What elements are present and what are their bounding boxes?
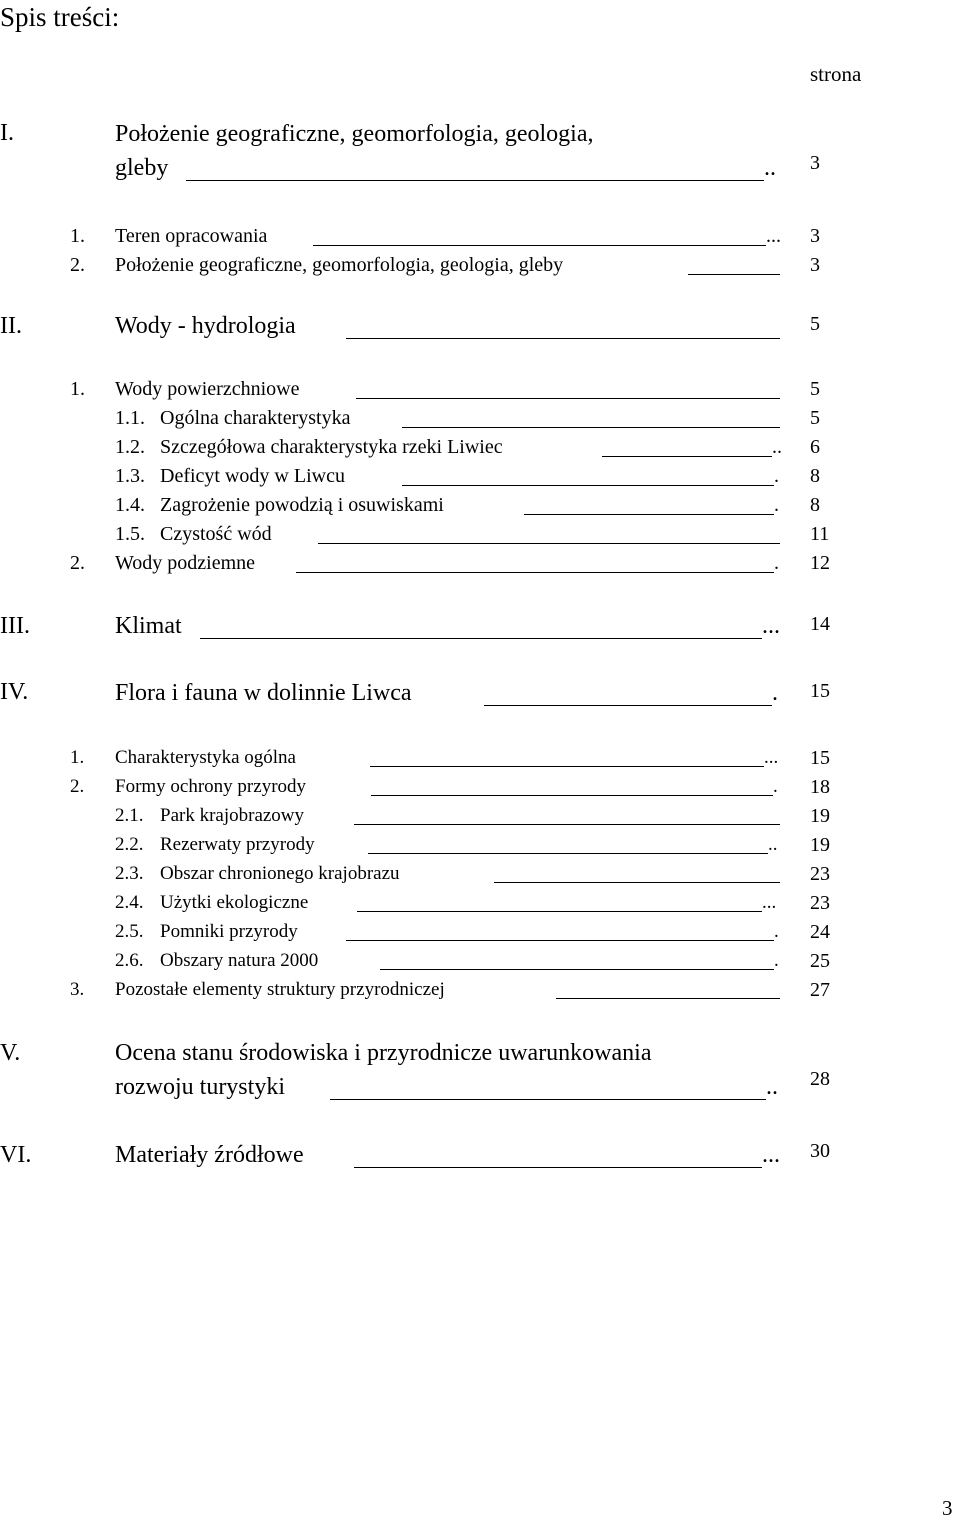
section-title[interactable]: Materiały źródłowe	[115, 1142, 304, 1168]
leader-line	[354, 824, 780, 825]
page-number: 3	[810, 254, 820, 276]
footer-page-number: 3	[942, 1496, 953, 1520]
entry-number: 1.4.	[115, 494, 145, 516]
leader-dots: .	[772, 680, 778, 706]
leader-dots: ...	[762, 1142, 780, 1168]
leader-dots: ...	[762, 892, 777, 913]
section-title-line1[interactable]: Ocena stanu środowiska i przyrodnicze uwarunkowania	[115, 1040, 652, 1066]
page-number: 23	[810, 863, 830, 885]
leader-line	[370, 766, 764, 767]
entry-title[interactable]: Zagrożenie powodzią i osuwiskami	[160, 494, 444, 516]
leader-dots: .	[774, 950, 779, 971]
section-numeral: I.	[0, 120, 14, 146]
page-number: 5	[810, 407, 820, 429]
section-numeral: VI.	[0, 1142, 32, 1168]
page-number: 19	[810, 834, 830, 856]
entry-title[interactable]: Charakterystyka ogólna	[115, 747, 296, 768]
entry-title[interactable]: Pozostałe elementy struktury przyrodniczej	[115, 979, 445, 1000]
page-number: 6	[810, 436, 820, 458]
leader-dots: ...	[764, 747, 779, 768]
entry-number: 2.	[70, 254, 85, 276]
section-title[interactable]: Klimat	[115, 613, 182, 639]
toc-heading: Spis treści:	[0, 2, 120, 32]
entry-number: 1.	[70, 747, 85, 768]
entry-number: 2.	[70, 776, 85, 797]
leader-line	[356, 398, 780, 399]
leader-dots: .	[774, 465, 779, 487]
page-number: 5	[810, 313, 820, 335]
leader-line	[371, 795, 773, 796]
entry-number: 1.1.	[115, 407, 145, 429]
entry-number: 2.2.	[115, 834, 144, 855]
page-number: 5	[810, 378, 820, 400]
leader-line	[402, 427, 780, 428]
entry-number: 3.	[70, 979, 85, 1000]
page-column-label: strona	[810, 62, 862, 86]
entry-title[interactable]: Formy ochrony przyrody	[115, 776, 307, 797]
leader-line	[368, 853, 768, 854]
section-numeral: II.	[0, 313, 22, 339]
leader-line	[556, 998, 780, 999]
section-title-line2[interactable]: gleby	[115, 155, 169, 181]
leader-dots: ..	[768, 834, 778, 855]
leader-line	[357, 911, 762, 912]
leader-dots: ..	[764, 155, 776, 181]
page-number: 18	[810, 776, 830, 798]
leader-line	[524, 514, 774, 515]
entry-number: 1.5.	[115, 523, 145, 545]
entry-number: 2.5.	[115, 921, 144, 942]
page-number: 14	[810, 613, 830, 635]
page-number: 8	[810, 494, 820, 516]
page-number: 3	[810, 225, 820, 247]
leader-dots: .	[774, 494, 779, 516]
leader-dots: ..	[772, 436, 782, 458]
page-number: 15	[810, 747, 830, 769]
leader-line	[330, 1099, 766, 1100]
page-number: 25	[810, 950, 830, 972]
section-title[interactable]: Flora i fauna w dolinnie Liwca	[115, 680, 412, 706]
leader-line	[296, 572, 774, 573]
section-numeral: III.	[0, 613, 30, 639]
leader-line	[200, 638, 762, 639]
entry-number: 2.	[70, 552, 85, 574]
entry-number: 1.2.	[115, 436, 145, 458]
entry-number: 1.	[70, 225, 85, 247]
entry-number: 2.4.	[115, 892, 144, 913]
entry-title[interactable]: Ogólna charakterystyka	[160, 407, 351, 429]
page-number: 15	[810, 680, 830, 702]
leader-line	[602, 456, 772, 457]
entry-number: 2.6.	[115, 950, 144, 971]
leader-dots: ..	[766, 1074, 778, 1100]
entry-number: 2.1.	[115, 805, 144, 826]
section-title-line1[interactable]: Położenie geograficzne, geomorfologia, geologia,	[115, 121, 594, 147]
leader-line	[402, 485, 774, 486]
page-number: 12	[810, 552, 830, 574]
entry-title[interactable]: Obszar chronionego krajobrazu	[160, 863, 400, 884]
page-number: 24	[810, 921, 830, 943]
section-title-line2[interactable]: rozwoju turystyki	[115, 1074, 285, 1100]
leader-dots: ...	[762, 613, 780, 639]
leader-dots: ...	[766, 225, 781, 247]
entry-title[interactable]: Pomniki przyrody	[160, 921, 298, 942]
entry-title[interactable]: Szczegółowa charakterystyka rzeki Liwiec	[160, 436, 503, 458]
page-number: 3	[810, 152, 820, 174]
leader-line	[318, 543, 780, 544]
section-title[interactable]: Wody - hydrologia	[115, 313, 296, 339]
leader-line	[688, 274, 780, 275]
leader-line	[313, 245, 766, 246]
entry-title[interactable]: Rezerwaty przyrody	[160, 834, 315, 855]
entry-title[interactable]: Wody powierzchniowe	[115, 378, 300, 400]
entry-title[interactable]: Użytki ekologiczne	[160, 892, 309, 913]
entry-title[interactable]: Czystość wód	[160, 523, 272, 545]
page-number: 8	[810, 465, 820, 487]
entry-number: 1.	[70, 378, 85, 400]
page-number: 28	[810, 1068, 830, 1090]
page-number: 30	[810, 1140, 830, 1162]
leader-line	[346, 940, 774, 941]
leader-dots: .	[773, 776, 778, 797]
section-numeral: IV.	[0, 679, 29, 705]
entry-number: 2.3.	[115, 863, 144, 884]
entry-title[interactable]: Deficyt wody w Liwcu	[160, 465, 345, 487]
entry-title[interactable]: Teren opracowania	[115, 225, 268, 247]
leader-line	[186, 180, 764, 181]
page-number: 11	[810, 523, 830, 545]
entry-title[interactable]: Położenie geograficzne, geomorfologia, geologia, gleby	[115, 254, 564, 276]
entry-title[interactable]: Wody podziemne	[115, 552, 256, 574]
page-number: 19	[810, 805, 830, 827]
leader-dots: .	[774, 921, 779, 942]
leader-line	[354, 1167, 762, 1168]
entry-title[interactable]: Obszary natura 2000	[160, 950, 319, 971]
leader-dots: .	[774, 552, 779, 574]
entry-number: 1.3.	[115, 465, 145, 487]
leader-line	[484, 705, 772, 706]
leader-line	[346, 338, 780, 339]
leader-line	[380, 969, 774, 970]
section-numeral: V.	[0, 1040, 21, 1066]
page-number: 27	[810, 979, 830, 1001]
page-number: 23	[810, 892, 830, 914]
leader-line	[494, 882, 780, 883]
entry-title[interactable]: Park krajobrazowy	[160, 805, 305, 826]
